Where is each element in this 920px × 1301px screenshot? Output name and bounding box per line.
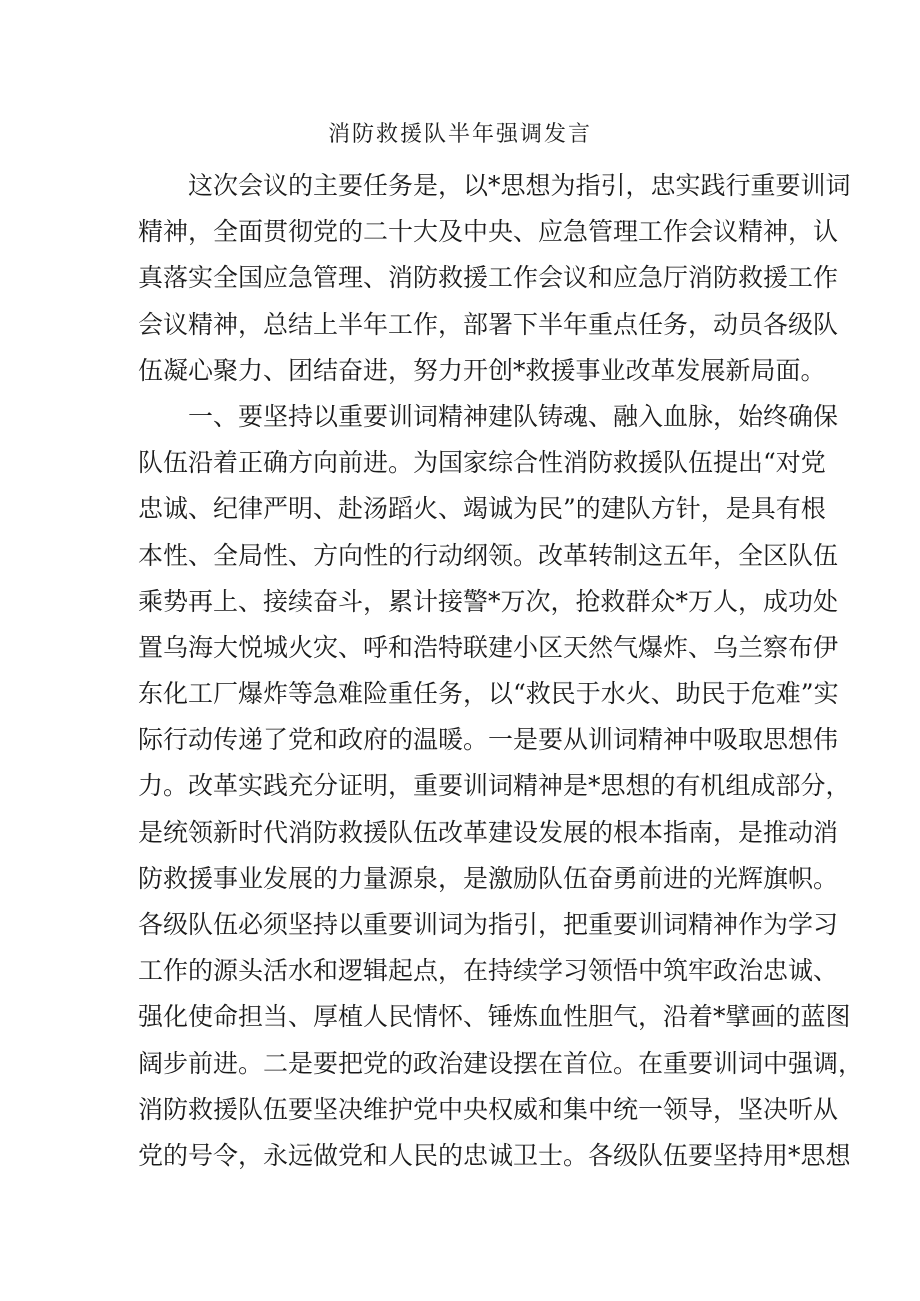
text-line: 工作的源头活水和逻辑起点，在持续学习领悟中筑牢政治忠诚、 — [138, 956, 839, 986]
text-line: 际行动传递了党和政府的温暖。一是要从训词精神中吸取思想伟 — [138, 725, 839, 755]
text-line: 是统领新时代消防救援队伍改革建设发展的根本指南，是推动消 — [138, 817, 839, 847]
text-line: 消防救援队伍要坚决维护党中央权威和集中统一领导，坚决听从 — [138, 1094, 839, 1124]
text-line: 强化使命担当、厚植人民情怀、锤炼血性胆气，沿着*擘画的蓝图 — [138, 1002, 851, 1032]
text-line: 党的号令，永远做党和人民的忠诚卫士。各级队伍要坚持用*思想 — [138, 1140, 851, 1170]
text-line: 这次会议的主要任务是，以*思想为指引，忠实践行重要训词 — [188, 171, 851, 200]
text-line: 防救援事业发展的力量源泉，是激励队伍奋勇前进的光辉旗帜。 — [138, 863, 839, 893]
text-line: 本性、全局性、方向性的行动纲领。改革转制这五年，全区队伍 — [138, 540, 839, 570]
text-line: 各级队伍必须坚持以重要训词为指引，把重要训词精神作为学习 — [138, 910, 839, 939]
text-line: 精神，全面贯彻党的二十大及中央、应急管理工作会议精神，认 — [138, 217, 839, 247]
document-body — [138, 163, 864, 1179]
text-line: 伍凝心聚力、团结奋进，努力开创*救援事业改革发展新局面。 — [138, 355, 826, 385]
text-line: 一、要坚持以重要训词精神建队铸魂、融入血脉，始终确保 — [188, 401, 839, 431]
text-line: 置乌海大悦城火灾、呼和浩特联建小区天然气爆炸、乌兰察布伊 — [138, 632, 839, 662]
text-line: 忠诚、纪律严明、赴汤蹈火、竭诚为民”的建队方针，是具有根 — [138, 494, 826, 524]
text-line: 乘势再上、接续奋斗，累计接警*万次，抢救群众*万人，成功处 — [138, 586, 839, 616]
text-line: 会议精神，总结上半年工作，部署下半年重点任务，动员各级队 — [138, 309, 839, 339]
text-line: 阔步前进。二是要把党的政治建设摆在首位。在重要训词中强调， — [138, 1048, 864, 1078]
text-line: 真落实全国应急管理、消防救援工作会议和应急厅消防救援工作 — [138, 263, 839, 293]
document-title: 消防救援队半年强调发言 — [327, 122, 592, 147]
text-line: 东化工厂爆炸等急难险重任务，以“救民于水火、助民于危难”实 — [138, 679, 839, 709]
text-line: 力。改革实践充分证明，重要训词精神是*思想的有机组成部分， — [138, 771, 851, 801]
text-line: 队伍沿着正确方向前进。为国家综合性消防救援队伍提出“对党 — [138, 448, 826, 478]
